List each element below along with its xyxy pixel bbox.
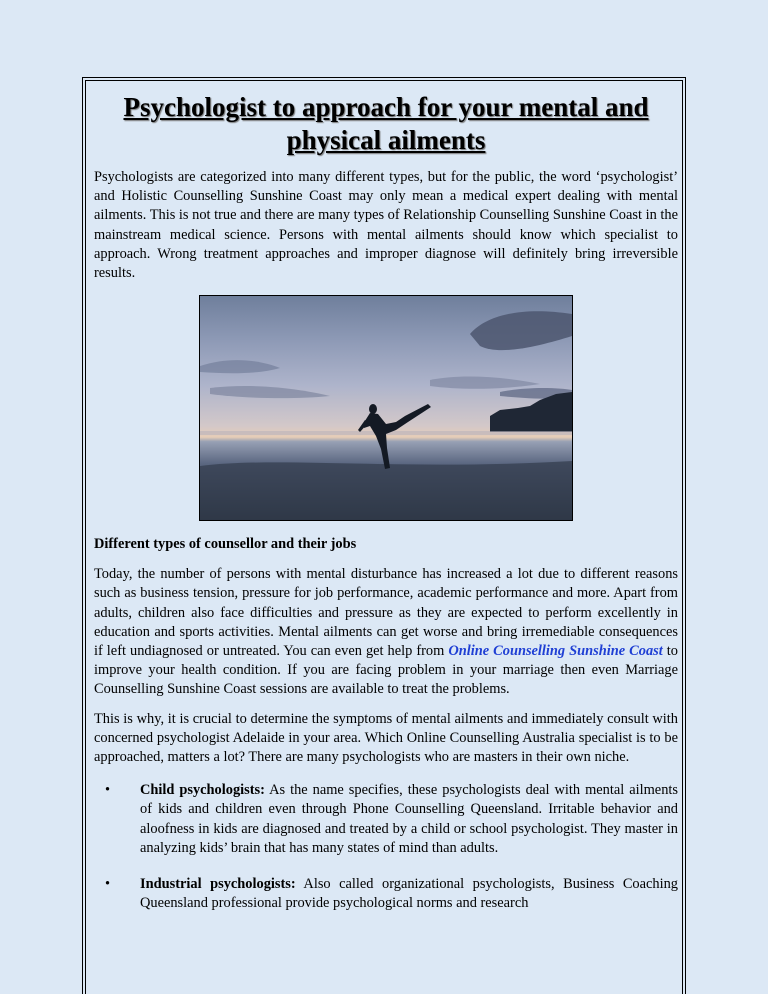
photo-illustration — [200, 296, 572, 520]
bullet-icon: • — [105, 876, 111, 893]
beach-silhouette-photo — [199, 295, 573, 521]
document-body — [94, 81, 678, 930]
types-paragraph-start: Today, the number of persons with mental disturbance has increased a lot due to different reasons such as business tension, pressure for job performance, academic performance and more. Apart from adults, children also face difficulties and pressure as they are expected to perform excellently in education and sports activities. Mental ailments can get worse and bring irremediable consequences if left undiagnosed or untreated. You can even get help from — [94, 566, 678, 660]
bullet-icon: • — [105, 782, 111, 799]
online-counselling-link[interactable]: Online Counselling Sunshine Coast — [448, 643, 663, 660]
crucial-paragraph: This is why, it is crucial to determine the symptoms of mental ailments and immediately consult with concerned psychologist Adelaide in your area. Which Online Counselling Australia specialist is to be approached, matters a lot? There are many psychologists who are masters in their own niche. — [94, 710, 678, 766]
list-item-text — [140, 875, 678, 913]
types-paragraph-end: to improve your health condition. If you are facing problem in your marriage then even Marriage Counselling Sunshine Coast sessions are available to treat the problems. — [94, 643, 678, 698]
document-page — [82, 77, 686, 994]
list-item-description: Also called organizational psychologists, Business Coaching Queensland professional provide psychological norms and research — [140, 876, 678, 912]
section-heading: Different types of counsellor and their jobs — [94, 536, 357, 553]
page-title: Psychologist to approach for your mental and physical ailments — [123, 92, 649, 155]
types-paragraph — [94, 565, 678, 699]
intro-paragraph: Psychologists are categorized into many different types, but for the public, the word ‘psychologist’ and Holistic Counselling Sunshine Coast may only mean a medical expert dealing with mental ailments. This is not true and there are many types of Relationship Counselling Sunshine Coast in the mainstream medical science. Persons with mental ailments should know which specialist to approach. Wrong treatment approaches and improper diagnose will definitely bring irreversible results. — [94, 169, 678, 282]
psychologist-types-list — [94, 781, 678, 913]
list-item — [94, 781, 678, 858]
list-item-term: Industrial psychologists: — [140, 876, 296, 893]
list-item-description: As the name specifies, these psychologists deal with mental ailments of kids and children even through Phone Counselling Queensland. Irritable behavior and aloofness in kids are diagnosed and treated by a child or school psychologist. They master in analyzing kids’ brain that has many states of mind than adults. — [140, 782, 678, 856]
list-item — [94, 875, 678, 913]
list-item-text — [140, 781, 678, 858]
list-item-term: Child psychologists: — [140, 782, 265, 799]
